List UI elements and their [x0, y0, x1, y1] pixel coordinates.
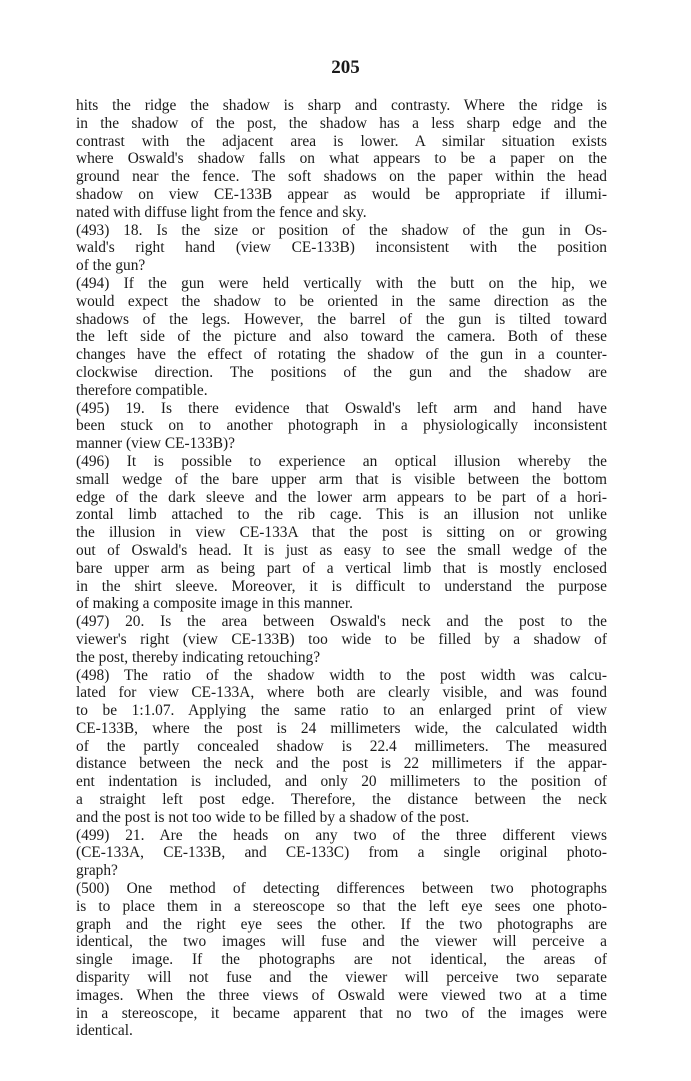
text-line: viewer's right (view CE-133B) too wide to be filled by a shadow of [76, 630, 607, 648]
text-line: of the partly concealed shadow is 22.4 millimeters. The measured [76, 737, 607, 755]
text-line: (495) 19. Is there evidence that Oswald's left arm and hand have [76, 399, 607, 417]
text-line: hits the ridge the shadow is sharp and contrasty. Where the ridge is [76, 97, 607, 114]
text-line: (500) One method of detecting differences between two photographs [76, 880, 607, 898]
text-line: therefore compatible. [76, 381, 208, 399]
text-line: shadow on view CE-133B appear as would be appropriate if illumi- [76, 185, 607, 203]
text-line: (493) 18. Is the size or position of the shadow of the gun in Os- [76, 221, 607, 239]
text-line: the post, thereby indicating retouching? [76, 648, 321, 666]
text-line: ent indentation is included, and only 20 millimeters to the position of [76, 773, 607, 791]
text-line: contrast with the adjacent area is lower. A similar situation exists [76, 132, 607, 150]
body-text [76, 97, 607, 1040]
text-line: in the shadow of the post, the shadow has a less sharp edge and the [76, 114, 607, 132]
text-line: out of Oswald's head. It is just as easy to see the small wedge of the [76, 541, 607, 559]
paragraph [76, 827, 607, 880]
text-line: (CE-133A, CE-133B, and CE-133C) from a single original photo- [76, 844, 607, 862]
text-line: of the gun? [76, 257, 146, 275]
text-line: the left side of the picture and also toward the camera. Both of these [76, 328, 607, 346]
paragraph [76, 400, 607, 453]
text-line: images. When the three views of Oswald were viewed two at a time [76, 986, 607, 1004]
text-line: (494) If the gun were held vertically with the butt on the hip, we [76, 274, 607, 292]
text-line: graph and the right eye sees the other. If the two photographs are [76, 915, 607, 933]
paragraph [76, 453, 607, 613]
paragraph [76, 275, 607, 400]
text-line: clockwise direction. The positions of the gun and the shadow are [76, 363, 607, 381]
text-line: is to place them in a stereoscope so that the left eye sees one photo- [76, 897, 607, 915]
text-line: a straight left post edge. Therefore, the distance between the neck [76, 791, 607, 809]
page-number: 205 [331, 57, 360, 78]
text-line: distance between the neck and the post is 22 millimeters if the appar- [76, 755, 607, 773]
text-line: lated for view CE-133A, where both are clearly visible, and was found [76, 684, 607, 702]
text-line: bare upper arm as being part of a vertical limb that is mostly enclosed [76, 559, 607, 577]
text-line: in a stereoscope, it became apparent that no two of the images were [76, 1004, 607, 1022]
text-line: small wedge of the bare upper arm that is visible between the bottom [76, 470, 607, 488]
text-line: nated with diffuse light from the fence and sky. [76, 203, 367, 221]
text-line: zontal limb attached to the rib cage. This is an illusion not unlike [76, 506, 607, 524]
text-line: (499) 21. Are the heads on any two of the three different views [76, 826, 607, 844]
text-line: been stuck on to another photograph in a physiologically inconsistent [76, 417, 607, 435]
text-line: identical, the two images will fuse and the viewer will perceive a [76, 933, 607, 951]
text-line: (498) The ratio of the shadow width to the post width was calcu- [76, 666, 607, 684]
text-line: edge of the dark sleeve and the lower arm appears to be part of a hori- [76, 488, 607, 506]
text-line: manner (view CE-133B)? [76, 435, 235, 453]
text-line: the illusion in view CE-133A that the post is sitting on or growing [76, 524, 607, 542]
text-line: CE-133B, where the post is 24 millimeters wide, the calculated width [76, 719, 607, 737]
text-line: changes have the effect of rotating the shadow of the gun in a counter- [76, 346, 607, 364]
text-line: single image. If the photographs are not identical, the areas of [76, 951, 607, 969]
text-line: shadows of the legs. However, the barrel of the gun is tilted toward [76, 310, 607, 328]
paragraph [76, 97, 607, 222]
text-line: to be 1:1.07. Applying the same ratio to an enlarged print of view [76, 702, 607, 720]
text-line: identical. [76, 1022, 133, 1040]
paragraph [76, 613, 607, 666]
paragraph [76, 667, 607, 827]
text-line: (497) 20. Is the area between Oswald's neck and the post to the [76, 613, 607, 631]
text-line: graph? [76, 862, 118, 880]
text-line: and the post is not too wide to be filled by a shadow of the post. [76, 808, 470, 826]
text-line: disparity will not fuse and the viewer will perceive two separate [76, 969, 607, 987]
text-line: wald's right hand (view CE-133B) inconsistent with the position [76, 239, 607, 257]
text-line: where Oswald's shadow falls on what appears to be a paper on the [76, 150, 607, 168]
paragraph [76, 880, 607, 1040]
text-line: (496) It is possible to experience an optical illusion whereby the [76, 452, 607, 470]
text-line: of making a composite image in this manner. [76, 595, 353, 613]
paragraph [76, 222, 607, 275]
text-line: would expect the shadow to be oriented in the same direction as the [76, 292, 607, 310]
text-line: in the shirt sleeve. Moreover, it is difficult to understand the purpose [76, 577, 607, 595]
text-line: ground near the fence. The soft shadows on the paper within the head [76, 168, 607, 186]
